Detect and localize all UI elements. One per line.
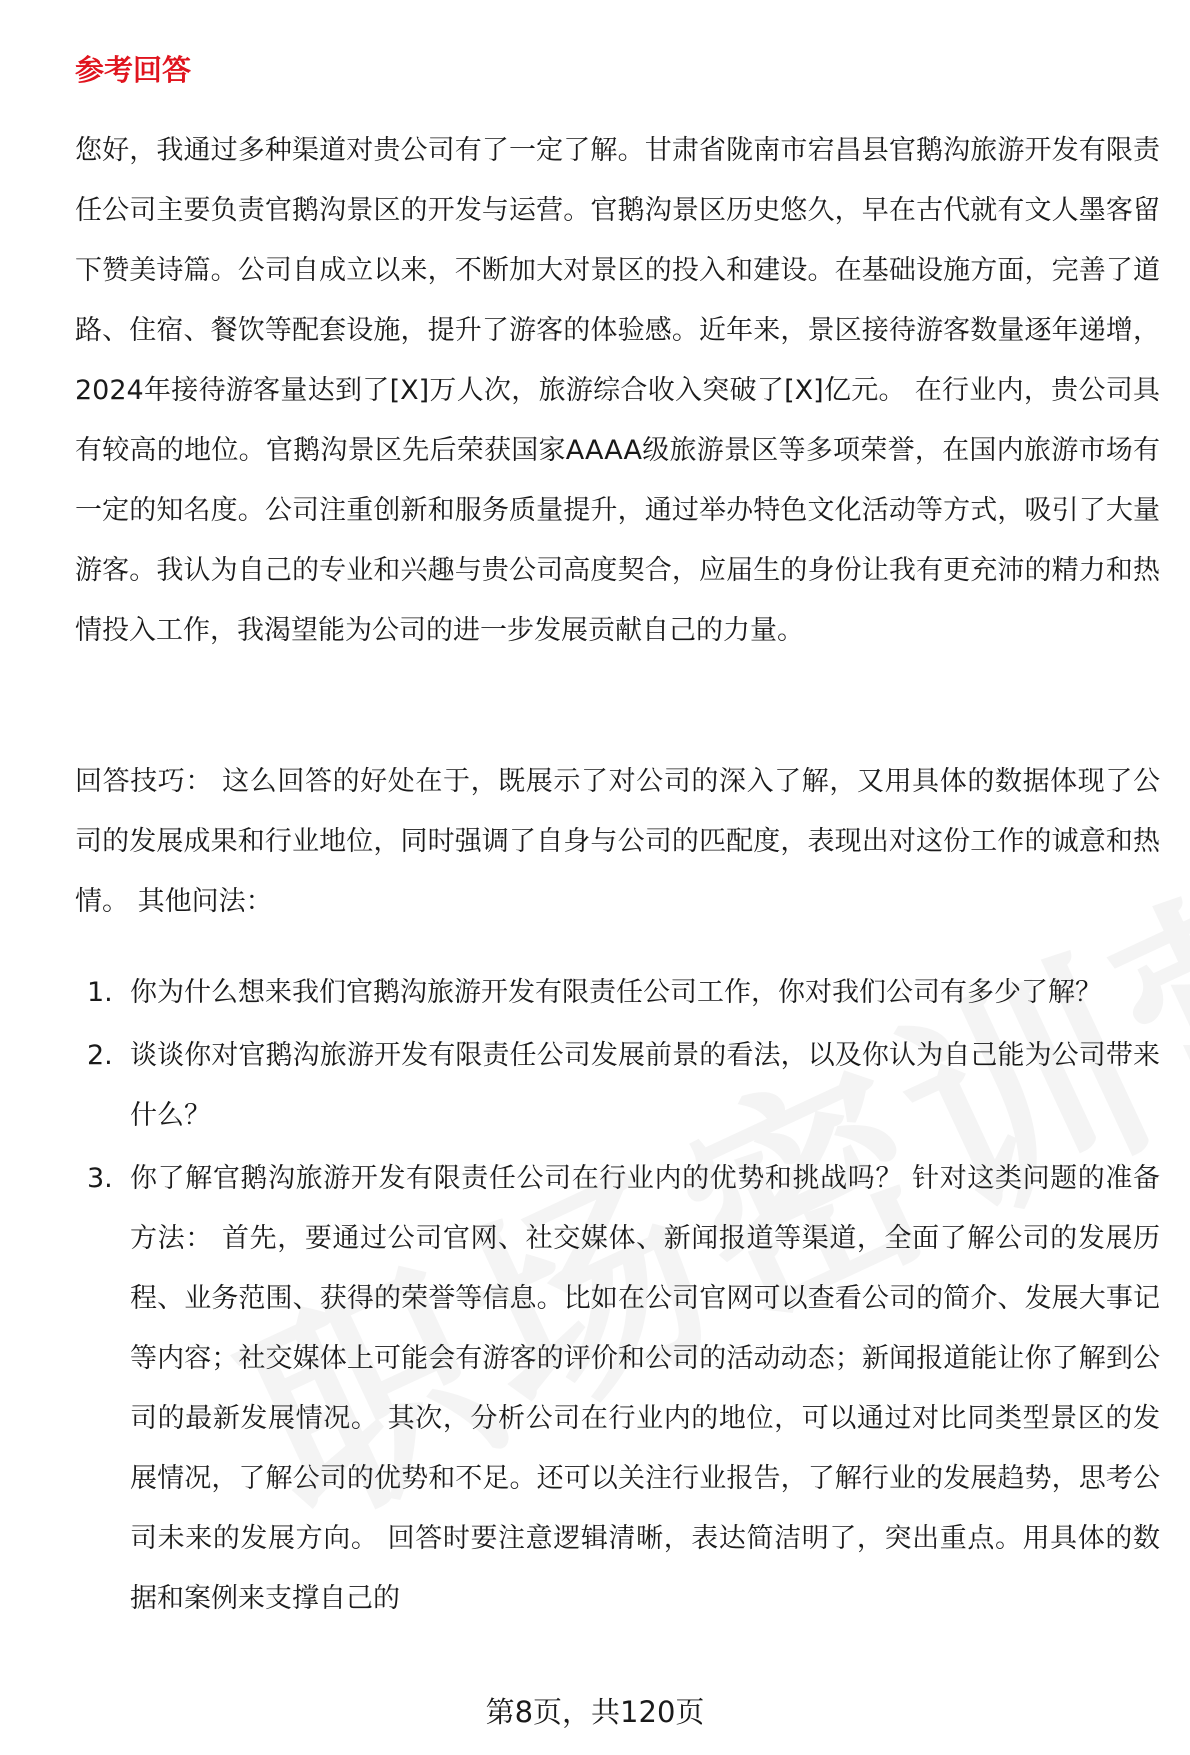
question-list [75,963,1160,1632]
list-item-text: 你了解官鹅沟旅游开发有限责任公司在行业内的优势和挑战吗？ 针对这类问题的准备方法： 首先，要通过公司官网、社交媒体、新闻报道等渠道，全面了解公司的发展历程、业务范围、获得的荣誉等信息。比如在公司官网可以查看公司的简介、发展大事记等内容；社交媒体上可能会有游客的评价和公司的活动动态；新闻报道能让你了解到公司的最新发展情况。 其次，分析公司在行业内的地位，可以通过对比同类型景区的发展情况，了解公司的优势和不足。还可以关注行业报告，了解行业的发展趋势，思考公司未来的发展方向。 回答时要注意逻辑清晰，表达简洁明了，突出重点。用具体的数据和案例来支撑自己的 [130,1163,1160,1614]
list-item-number: 3. [87,1163,113,1194]
list-item [75,1149,1160,1629]
list-item-text: 谈谈你对官鹅沟旅游开发有限责任公司发展前景的看法，以及你认为自己能为公司带来什么？ [130,1040,1160,1131]
list-item-number: 1. [87,977,113,1008]
tips-paragraph: 回答技巧： 这么回答的好处在于，既展示了对公司的深入了解，又用具体的数据体现了公司的发展成果和行业地位，同时强调了自身与公司的匹配度，表现出对这份工作的诚意和热情。 其他问法： [75,766,1160,917]
list-item [75,1026,1160,1146]
page-number-footer: 第8页，共120页 [485,1695,705,1729]
list-item-number: 2. [87,1040,113,1071]
list-item [75,963,1160,1023]
answer-paragraph: 您好，我通过多种渠道对贵公司有了一定了解。甘肃省陇南市宕昌县官鹅沟旅游开发有限责任公司主要负责官鹅沟景区的开发与运营。官鹅沟景区历史悠久，早在古代就有文人墨客留下赞美诗篇。公司自成立以来，不断加大对景区的投入和建设。在基础设施方面，完善了道路、住宿、餐饮等配套设施，提升了游客的体验感。近年来，景区接待游客数量逐年递增，2024年接待游客量达到了[X]万人次，旅游综合收入突破了[X]亿元。 在行业内，贵公司具有较高的地位。官鹅沟景区先后荣获国家AAAA级旅游景区等多项荣誉，在国内旅游市场有一定的知名度。公司注重创新和服务质量提升，通过举办特色文化活动等方式，吸引了大量游客。我认为自己的专业和兴趣与贵公司高度契合，应届生的身份让我有更充沛的精力和热情投入工作，我渴望能为公司的进一步发展贡献自己的力量。 [75,135,1160,646]
section-heading: 参考回答 [75,53,192,87]
list-item-text: 你为什么想来我们官鹅沟旅游开发有限责任公司工作，你对我们公司有多少了解？ [130,977,1102,1008]
